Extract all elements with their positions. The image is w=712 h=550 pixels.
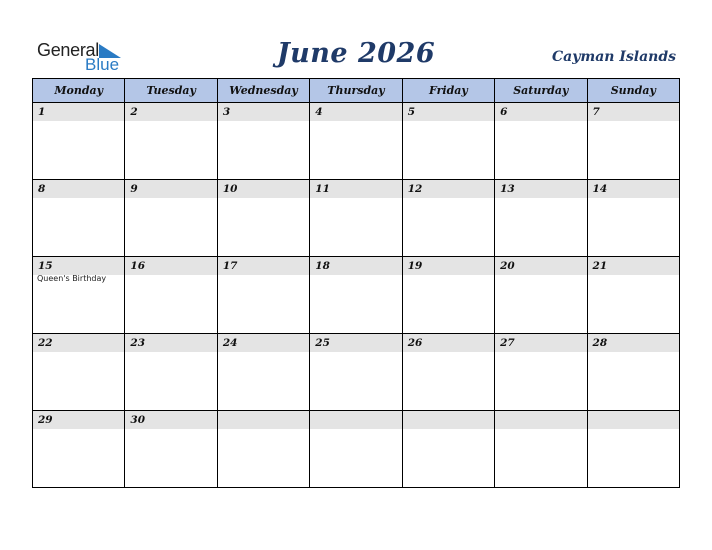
country-name: Cayman Islands: [552, 49, 676, 65]
day-cell: [33, 411, 125, 488]
day-cell: [495, 334, 587, 411]
day-cell: [587, 334, 679, 411]
day-cell: [495, 257, 587, 334]
day-number: 27: [495, 334, 586, 352]
day-number: 12: [403, 180, 494, 198]
weekday-sunday: Sunday: [587, 79, 679, 103]
day-number: 23: [125, 334, 216, 352]
day-cell: [402, 180, 494, 257]
day-cell: [125, 180, 217, 257]
day-cell: [402, 411, 494, 488]
day-cell: [495, 180, 587, 257]
weekday-wednesday: Wednesday: [217, 79, 309, 103]
day-number: 10: [218, 180, 309, 198]
day-cell: [217, 334, 309, 411]
day-number: [310, 411, 401, 429]
day-cell: [495, 411, 587, 488]
day-number: 26: [403, 334, 494, 352]
day-number: [218, 411, 309, 429]
day-cell: [217, 411, 309, 488]
day-cell: [402, 103, 494, 180]
day-number: 28: [588, 334, 679, 352]
day-number: 13: [495, 180, 586, 198]
day-number: 25: [310, 334, 401, 352]
week-row: [33, 180, 680, 257]
day-cell: [310, 334, 402, 411]
weekday-thursday: Thursday: [310, 79, 402, 103]
day-number: 15: [33, 257, 124, 275]
calendar-grid: [32, 78, 680, 488]
day-cell: [310, 257, 402, 334]
day-cell: [402, 334, 494, 411]
day-number: 6: [495, 103, 586, 121]
day-number: 11: [310, 180, 401, 198]
day-cell: [495, 103, 587, 180]
day-cell: [587, 180, 679, 257]
day-number: 21: [588, 257, 679, 275]
week-row: [33, 411, 680, 488]
day-cell: [33, 103, 125, 180]
day-number: 20: [495, 257, 586, 275]
day-number: 8: [33, 180, 124, 198]
day-cell: [125, 334, 217, 411]
day-cell: [587, 411, 679, 488]
weekday-friday: Friday: [402, 79, 494, 103]
day-cell: [587, 257, 679, 334]
page-title: June 2026: [276, 38, 436, 69]
day-cell: [33, 180, 125, 257]
day-cell: [125, 103, 217, 180]
weekday-saturday: Saturday: [495, 79, 587, 103]
day-number: 2: [125, 103, 216, 121]
week-row: [33, 103, 680, 180]
day-cell: [310, 103, 402, 180]
day-number: 22: [33, 334, 124, 352]
day-cell: [587, 103, 679, 180]
day-cell: [310, 180, 402, 257]
day-cell: [125, 411, 217, 488]
day-cell: [310, 411, 402, 488]
day-cell: [33, 257, 125, 334]
day-number: [495, 411, 586, 429]
holiday-label: Queen's Birthday: [37, 274, 107, 283]
day-number: 29: [33, 411, 124, 429]
day-cell: [217, 103, 309, 180]
day-cell: [402, 257, 494, 334]
day-number: [403, 411, 494, 429]
weekday-tuesday: Tuesday: [125, 79, 217, 103]
logo-general-text: General: [37, 40, 99, 60]
day-number: 7: [588, 103, 679, 121]
week-row: [33, 334, 680, 411]
day-cell: [125, 257, 217, 334]
day-number: 4: [310, 103, 401, 121]
calendar-body: [33, 103, 680, 488]
weekday-monday: Monday: [33, 79, 125, 103]
day-cell: [33, 334, 125, 411]
day-number: 16: [125, 257, 216, 275]
weekday-header-row: [33, 79, 680, 103]
day-cell: [217, 257, 309, 334]
day-number: 1: [33, 103, 124, 121]
day-number: 19: [403, 257, 494, 275]
logo-blue-text: Blue: [85, 55, 120, 74]
day-number: 14: [588, 180, 679, 198]
day-number: 17: [218, 257, 309, 275]
week-row: [33, 257, 680, 334]
day-number: 30: [125, 411, 216, 429]
day-number: 3: [218, 103, 309, 121]
day-number: 18: [310, 257, 401, 275]
day-number: 9: [125, 180, 216, 198]
day-number: 5: [403, 103, 494, 121]
day-number: 24: [218, 334, 309, 352]
day-cell: [217, 180, 309, 257]
day-number: [588, 411, 679, 429]
